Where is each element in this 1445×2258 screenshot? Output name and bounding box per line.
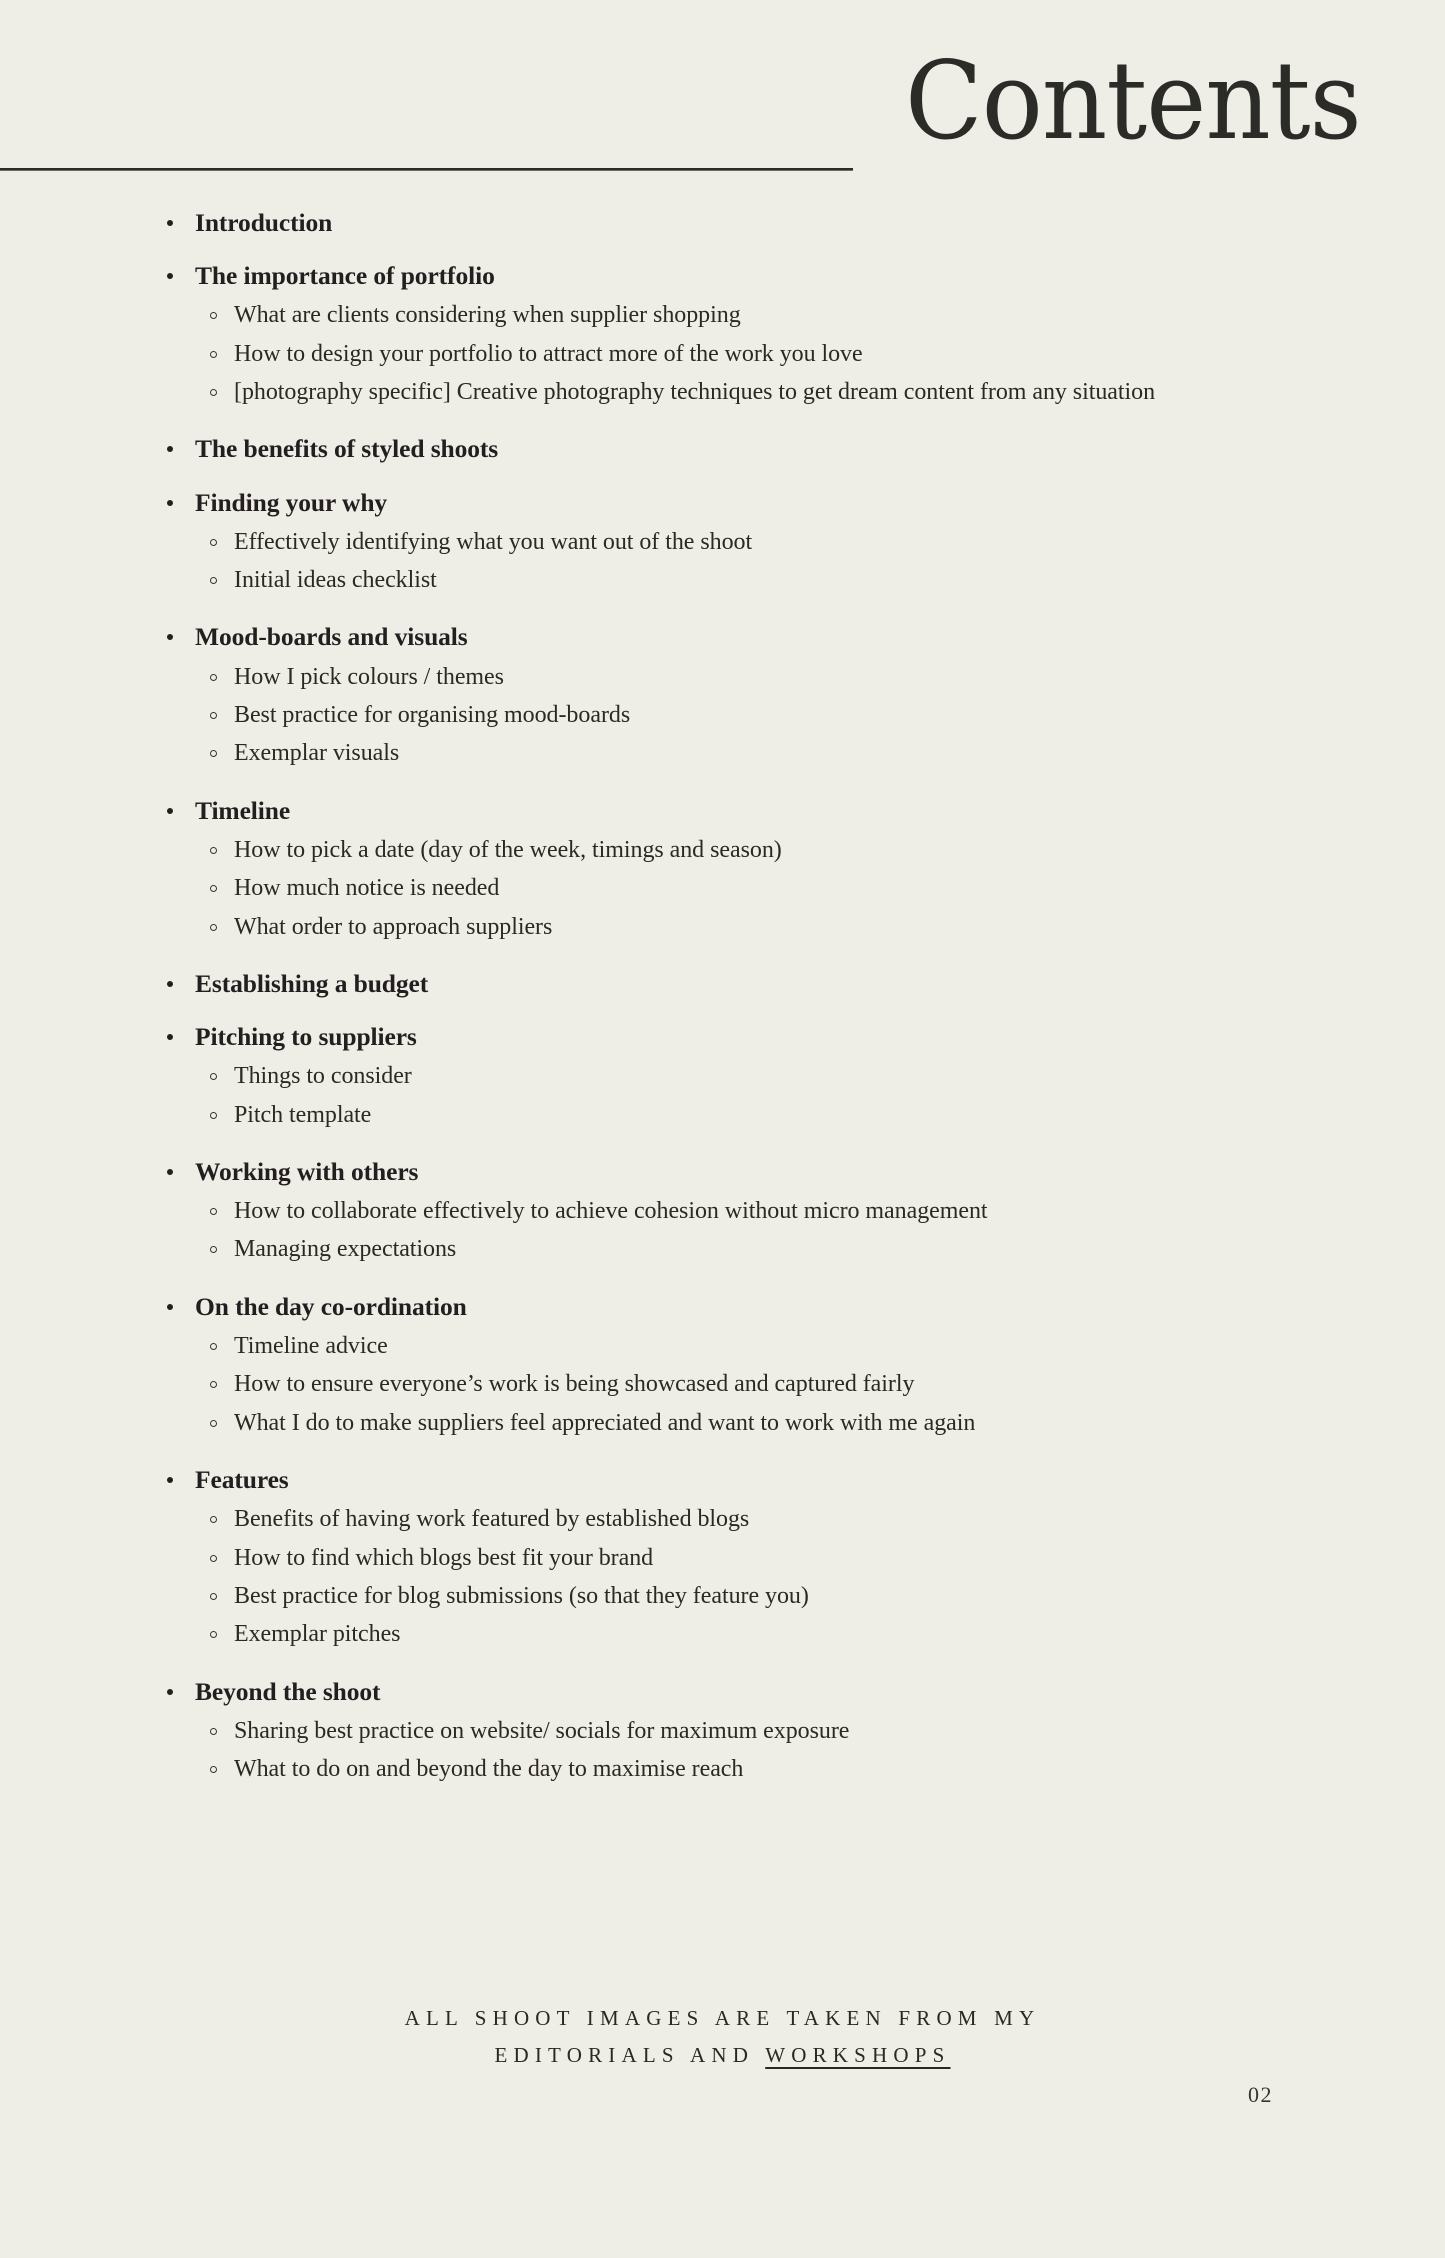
toc-subitem-label: What are clients considering when supplier shopping	[234, 302, 741, 329]
footer-note-line-2	[300, 2037, 1145, 2074]
bullet-dot-icon	[167, 1169, 173, 1175]
workshops-link[interactable]: WORKSHOPS	[765, 2042, 951, 2067]
bullet-dot-icon	[167, 500, 173, 506]
toc-subitem[interactable]	[0, 1057, 1445, 1095]
bullet-dot-icon	[167, 1689, 173, 1695]
bullet-circle-icon	[210, 1555, 217, 1562]
bullet-circle-icon	[210, 351, 217, 358]
toc-section-heading[interactable]	[0, 968, 1445, 999]
toc-section-heading-label: On the day co-ordination	[195, 1291, 467, 1321]
toc-section-heading-label: Introduction	[195, 208, 333, 237]
toc-subitem-label: How to find which blogs best fit your brand	[234, 1544, 654, 1571]
toc-section-heading[interactable]	[0, 1464, 1445, 1495]
toc-subitem-label: Pitch template	[234, 1101, 372, 1128]
toc-subitem[interactable]	[0, 1750, 1445, 1788]
toc-subitem-label: Exemplar visuals	[234, 740, 400, 767]
toc-group	[0, 1291, 1445, 1442]
toc-subitem[interactable]	[0, 1577, 1445, 1615]
bullet-circle-icon	[210, 1420, 217, 1427]
toc-subitem[interactable]	[0, 373, 1445, 411]
toc-subitem[interactable]	[0, 561, 1445, 599]
header-divider-rule	[0, 168, 853, 171]
toc-subitem[interactable]	[0, 1500, 1445, 1538]
toc-subitem[interactable]	[0, 1230, 1445, 1268]
bullet-dot-icon	[167, 1304, 173, 1310]
bullet-dot-icon	[167, 981, 173, 987]
toc-subitem-list	[0, 1500, 1445, 1654]
bullet-circle-icon	[210, 1246, 217, 1253]
bullet-circle-icon	[210, 1728, 217, 1735]
toc-subitem[interactable]	[0, 1404, 1445, 1442]
bullet-circle-icon	[210, 1343, 217, 1350]
bullet-circle-icon	[210, 539, 217, 546]
bullet-circle-icon	[210, 1381, 217, 1388]
bullet-dot-icon	[167, 273, 173, 279]
toc-section-heading[interactable]	[0, 795, 1445, 826]
toc-subitem-label: How to design your portfolio to attract more of the work you love	[234, 340, 863, 367]
bullet-dot-icon	[167, 446, 173, 452]
toc-subitem-list	[0, 1712, 1445, 1789]
bullet-dot-icon	[167, 634, 173, 640]
toc-subitem-label: Initial ideas checklist	[234, 567, 437, 593]
bullet-circle-icon	[210, 312, 217, 319]
toc-group	[0, 795, 1445, 946]
page-title: Contents	[905, 39, 1361, 164]
bullet-circle-icon	[210, 750, 217, 757]
toc-group	[0, 433, 1445, 464]
toc-section-heading[interactable]	[0, 260, 1445, 291]
toc-section-heading-label: Pitching to suppliers	[195, 1022, 417, 1052]
bullet-circle-icon	[210, 847, 217, 854]
toc-subitem-label: Sharing best practice on website/ socials for maximum exposure	[234, 1717, 850, 1744]
toc-subitem-list	[0, 296, 1445, 411]
toc-group	[0, 1156, 1445, 1269]
toc-subitem[interactable]	[0, 734, 1445, 772]
toc-subitem-label: Best practice for blog submissions (so that they feature you)	[234, 1583, 809, 1610]
bullet-circle-icon	[210, 885, 217, 892]
toc-subitem-label: What to do on and beyond the day to maximise reach	[234, 1756, 744, 1783]
bullet-circle-icon	[210, 1112, 217, 1119]
toc-group	[0, 1464, 1445, 1654]
toc-section-heading-label: The benefits of styled shoots	[195, 434, 499, 464]
bullet-circle-icon	[210, 1593, 217, 1600]
toc-subitem[interactable]	[0, 696, 1445, 734]
toc-subitem[interactable]	[0, 296, 1445, 334]
toc-subitem-label: Best practice for organising mood-boards	[234, 701, 631, 728]
toc-group	[0, 207, 1445, 238]
toc-group	[0, 260, 1445, 411]
page-footer	[0, 2000, 1445, 2107]
bullet-circle-icon	[210, 1766, 217, 1773]
bullet-circle-icon	[210, 712, 217, 719]
bullet-circle-icon	[210, 674, 217, 681]
page-header	[0, 0, 1445, 210]
toc-subitem-label: Exemplar pitches	[234, 1621, 401, 1648]
toc-section-heading[interactable]	[0, 1291, 1445, 1322]
toc-section-heading-label: Features	[195, 1465, 289, 1495]
toc-subitem-label: Managing expectations	[234, 1236, 457, 1263]
toc-subitem-label: How to pick a date (day of the week, timings and season)	[234, 836, 782, 863]
toc-section-heading[interactable]	[0, 207, 1445, 238]
toc-section-heading-label: Establishing a budget	[195, 968, 429, 998]
bullet-circle-icon	[210, 1631, 217, 1638]
toc-subitem-list	[0, 831, 1445, 946]
toc-subitem-list	[0, 658, 1445, 773]
bullet-circle-icon	[210, 1516, 217, 1523]
toc-subitem-list	[0, 1192, 1445, 1269]
toc-section-heading[interactable]	[0, 1021, 1445, 1052]
toc-group	[0, 968, 1445, 999]
toc-subitem-label: How I pick colours / themes	[234, 663, 504, 690]
toc-subitem[interactable]	[0, 1615, 1445, 1653]
toc-subitem-label: [photography specific] Creative photography techniques to get dream content from any situation	[234, 379, 1156, 405]
toc-group	[0, 487, 1445, 600]
toc-subitem-label: How to collaborate effectively to achieve cohesion without micro management	[234, 1198, 988, 1225]
toc-subitem-label: How much notice is needed	[234, 875, 500, 902]
bullet-circle-icon	[210, 577, 217, 584]
toc-section-heading-label: Working with others	[195, 1156, 419, 1186]
toc-subitem[interactable]	[0, 1327, 1445, 1365]
bullet-dot-icon	[167, 1034, 173, 1040]
bullet-circle-icon	[210, 389, 217, 396]
toc-subitem-label: Effectively identifying what you want out of the shoot	[234, 528, 753, 555]
bullet-circle-icon	[210, 1208, 217, 1215]
bullet-dot-icon	[167, 808, 173, 814]
bullet-circle-icon	[210, 1073, 217, 1080]
toc-subitem-label: Timeline advice	[234, 1332, 388, 1359]
table-of-contents	[0, 207, 1445, 1811]
toc-subitem-label: What order to approach suppliers	[234, 913, 553, 940]
toc-subitem[interactable]	[0, 1539, 1445, 1577]
toc-section-heading[interactable]	[0, 487, 1445, 518]
toc-subitem-list	[0, 523, 1445, 600]
toc-section-heading[interactable]	[0, 1156, 1445, 1187]
toc-subitem[interactable]	[0, 1365, 1445, 1403]
toc-subitem[interactable]	[0, 658, 1445, 696]
toc-group	[0, 1021, 1445, 1134]
toc-subitem[interactable]	[0, 335, 1445, 373]
toc-group	[0, 621, 1445, 772]
toc-section-heading-label: The importance of portfolio	[195, 261, 495, 291]
toc-subitem-list	[0, 1327, 1445, 1442]
toc-subitem[interactable]	[0, 1192, 1445, 1230]
toc-subitem[interactable]	[0, 869, 1445, 907]
toc-subitem[interactable]	[0, 1712, 1445, 1750]
toc-section-heading[interactable]	[0, 621, 1445, 652]
toc-subitem-label: How to ensure everyone’s work is being showcased and captured fairly	[234, 1371, 915, 1398]
toc-section-heading-label: Finding your why	[195, 487, 388, 517]
toc-section-heading[interactable]	[0, 1676, 1445, 1707]
toc-group	[0, 1676, 1445, 1789]
footer-note-line-1: ALL SHOOT IMAGES ARE TAKEN FROM MY	[404, 2006, 1041, 2030]
toc-subitem-label: Things to consider	[234, 1063, 412, 1090]
footer-note-line-2-prefix: EDITORIALS AND	[494, 2042, 766, 2067]
page-number: 02	[1248, 2082, 1273, 2107]
toc-subitem[interactable]	[0, 908, 1445, 946]
toc-section-heading[interactable]	[0, 433, 1445, 464]
toc-subitem-label: Benefits of having work featured by established blogs	[234, 1506, 750, 1533]
bullet-circle-icon	[210, 924, 217, 931]
toc-section-heading-label: Mood-boards and visuals	[195, 622, 468, 652]
bullet-dot-icon	[167, 220, 173, 226]
toc-subitem[interactable]	[0, 523, 1445, 561]
toc-section-heading-label: Timeline	[195, 795, 291, 825]
footer-note	[0, 2000, 1445, 2074]
toc-subitem-label: What I do to make suppliers feel appreciated and want to work with me again	[234, 1409, 976, 1436]
toc-subitem[interactable]	[0, 831, 1445, 869]
toc-subitem[interactable]	[0, 1096, 1445, 1134]
toc-section-heading-label: Beyond the shoot	[195, 1676, 381, 1706]
toc-subitem-list	[0, 1057, 1445, 1134]
bullet-dot-icon	[167, 1477, 173, 1483]
